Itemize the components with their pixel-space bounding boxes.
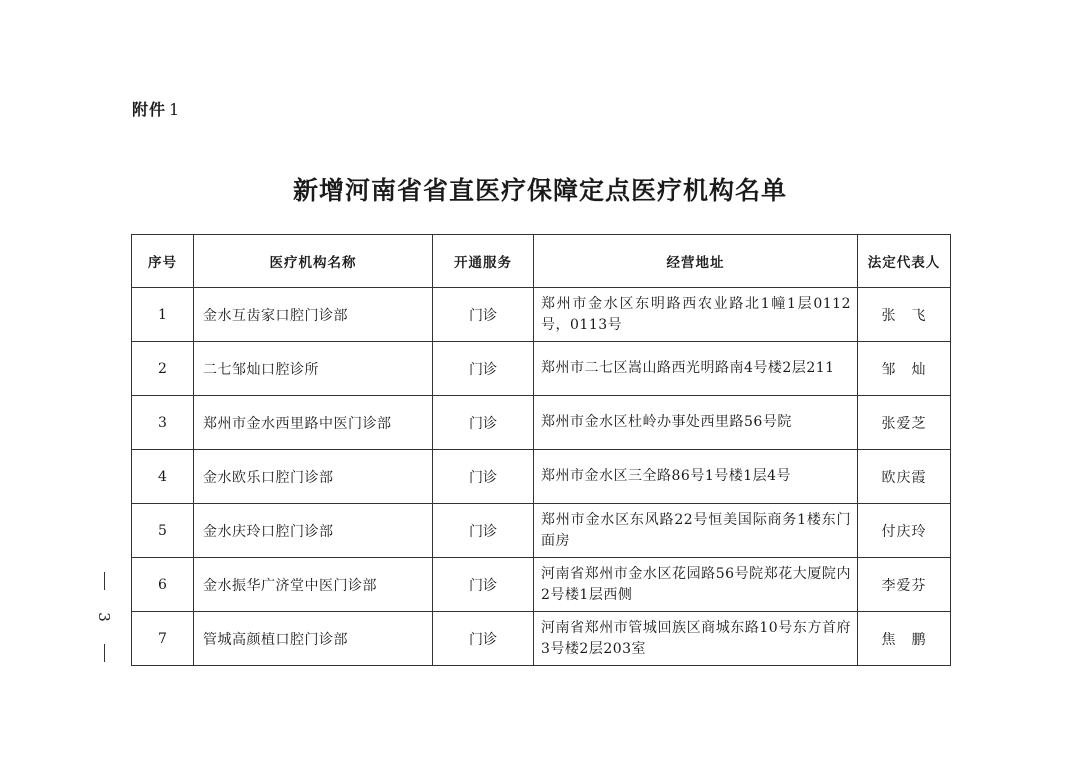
table-row <box>132 558 951 612</box>
row-legal-rep: 张 飞 <box>858 288 951 342</box>
row-service: 门诊 <box>433 342 534 396</box>
row-address: 郑州市金水区东明路西农业路北1幢1层0112号，0113号 <box>534 288 858 342</box>
table-row <box>132 288 951 342</box>
row-service: 门诊 <box>433 396 534 450</box>
institution-table <box>131 234 951 666</box>
table-row <box>132 342 951 396</box>
row-index: 7 <box>132 612 194 666</box>
header-legal-rep: 法定代表人 <box>858 235 951 288</box>
row-address: 河南省郑州市管城回族区商城东路10号东方首府3号楼2层203室 <box>534 612 858 666</box>
row-address: 郑州市二七区嵩山路西光明路南4号楼2层211 <box>534 342 858 396</box>
row-institution-name: 郑州市金水西里路中医门诊部 <box>194 396 433 450</box>
row-address: 郑州市金水区杜岭办事处西里路56号院 <box>534 396 858 450</box>
row-institution-name: 管城高颜植口腔门诊部 <box>194 612 433 666</box>
row-index: 5 <box>132 504 194 558</box>
row-index: 2 <box>132 342 194 396</box>
row-index: 3 <box>132 396 194 450</box>
row-service: 门诊 <box>433 504 534 558</box>
header-address: 经营地址 <box>534 235 858 288</box>
row-service: 门诊 <box>433 288 534 342</box>
page-number-marker <box>94 572 114 662</box>
table-row <box>132 504 951 558</box>
row-legal-rep: 付庆玲 <box>858 504 951 558</box>
table-row <box>132 396 951 450</box>
attachment-label <box>132 97 180 120</box>
row-institution-name: 二七邹灿口腔诊所 <box>194 342 433 396</box>
row-address: 河南省郑州市金水区花园路56号院郑花大厦院内2号楼1层西侧 <box>534 558 858 612</box>
row-address: 郑州市金水区三全路86号1号楼1层4号 <box>534 450 858 504</box>
row-service: 门诊 <box>433 450 534 504</box>
attachment-prefix: 附件 <box>132 100 167 119</box>
row-legal-rep: 张爱芝 <box>858 396 951 450</box>
row-index: 1 <box>132 288 194 342</box>
header-index: 序号 <box>132 235 194 288</box>
attachment-number: 1 <box>169 100 181 119</box>
row-legal-rep: 李爱芬 <box>858 558 951 612</box>
row-institution-name: 金水欧乐口腔门诊部 <box>194 450 433 504</box>
page-number: 3 <box>94 612 113 622</box>
row-service: 门诊 <box>433 558 534 612</box>
row-legal-rep: 欧庆霞 <box>858 450 951 504</box>
row-service: 门诊 <box>433 612 534 666</box>
document-title: 新增河南省省直医疗保障定点医疗机构名单 <box>292 176 787 205</box>
page-dash-bottom <box>104 644 105 662</box>
row-index: 6 <box>132 558 194 612</box>
table-row <box>132 450 951 504</box>
row-institution-name: 金水庆玲口腔门诊部 <box>194 504 433 558</box>
header-institution-name: 医疗机构名称 <box>194 235 433 288</box>
header-service: 开通服务 <box>433 235 534 288</box>
row-institution-name: 金水互齿家口腔门诊部 <box>194 288 433 342</box>
table-header-row <box>132 235 951 288</box>
row-legal-rep: 邹 灿 <box>858 342 951 396</box>
row-legal-rep: 焦 鹏 <box>858 612 951 666</box>
row-address: 郑州市金水区东风路22号恒美国际商务1楼东门面房 <box>534 504 858 558</box>
page-dash-top <box>104 572 105 590</box>
row-index: 4 <box>132 450 194 504</box>
row-institution-name: 金水振华广济堂中医门诊部 <box>194 558 433 612</box>
table-row <box>132 612 951 666</box>
